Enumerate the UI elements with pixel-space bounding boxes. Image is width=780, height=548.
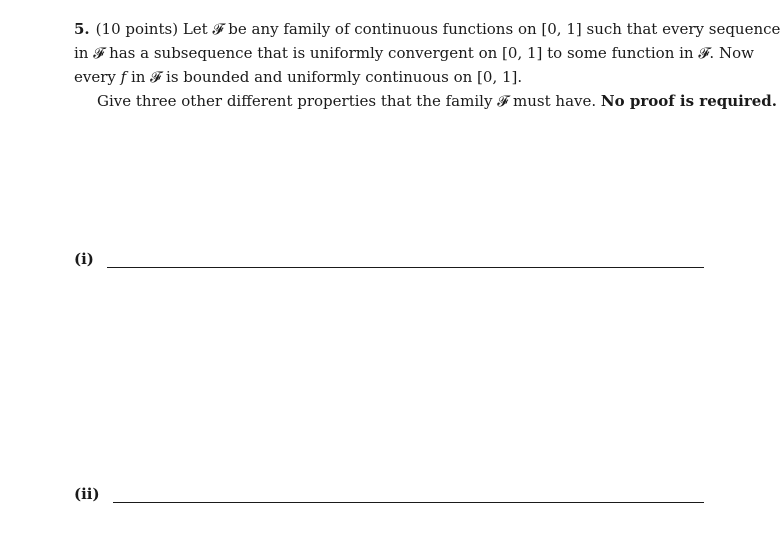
- problem-line-3: every 𝑓 in 𝓕 is bounded and uniformly continuous on [0, 1].: [74, 68, 523, 86]
- problem-prompt: Give three other different properties that the family 𝓕 must have.: [97, 92, 597, 110]
- problem-line-1: [74, 17, 780, 41]
- answer-field-ii[interactable]: [74, 485, 704, 509]
- answer-label-i: (i): [74, 250, 94, 268]
- problem-line-2: in 𝓕 has a subsequence that is uniformly convergent on [0, 1] to some function in 𝓕. Now: [74, 44, 754, 62]
- answer-line-i[interactable]: [107, 267, 704, 268]
- answer-field-i[interactable]: [74, 250, 704, 274]
- answer-label-ii: (ii): [74, 485, 100, 503]
- problem-statement: [74, 17, 780, 113]
- answer-line-ii[interactable]: [113, 502, 704, 503]
- problem-prompt-line: [74, 89, 777, 113]
- problem-line-1-text: (10 points) Let 𝓕 be any family of continuous functions on [0, 1] such that every sequence: [95, 20, 780, 38]
- problem-number: 5.: [74, 20, 90, 38]
- problem-note: No proof is required.: [600, 92, 777, 110]
